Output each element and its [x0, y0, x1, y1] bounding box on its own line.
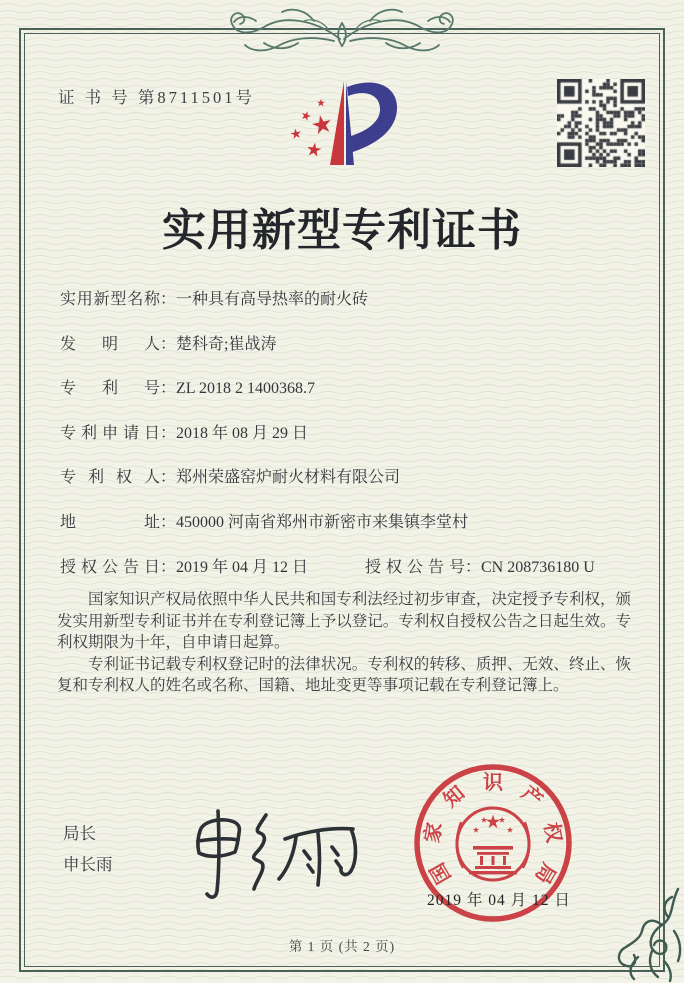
field-label: 发明人 — [60, 335, 160, 353]
field-label: 专利号 — [60, 380, 160, 398]
grant-date-label: 授权公告日 — [60, 558, 160, 576]
top-flourish-ornament — [212, 3, 472, 59]
field-row-inventors: 发明人：楚科奇;崔战涛 — [60, 335, 277, 353]
certificate-number: 证 书 号 第8711501号 — [58, 88, 256, 107]
field-label: 实用新型名称 — [60, 291, 160, 308]
field-row-patentee: 专利权人：郑州荣盛窑炉耐火材料有限公司 — [60, 469, 401, 487]
grant-number-value: CN 208736180 U — [481, 558, 595, 576]
field-label: 专利权人 — [60, 469, 160, 487]
field-row-grant: 授权公告日：2019 年 04 月 12 日 授权公告号：CN 208736180 U — [60, 558, 595, 576]
legal-text — [57, 589, 631, 697]
legal-paragraph-1: 国家知识产权局依照中华人民共和国专利法经过初步审查，决定授予专利权，颁发实用新型专利证书并在专利登记簿上予以登记。专利权自授权公告之日起生效。专利权期限为十年，自申请日起算。 — [57, 591, 631, 652]
officer-block — [63, 824, 113, 886]
svg-text:知: 知 — [439, 782, 470, 812]
field-value: 一种具有高导热率的耐火砖 — [176, 291, 369, 308]
field-value: 郑州荣盛窑炉耐火材料有限公司 — [176, 469, 401, 487]
field-label: 专利申请日 — [60, 424, 160, 442]
field-label: 地址 — [60, 513, 160, 531]
certificate-title: 实用新型专利证书 — [162, 206, 522, 255]
field-row-filing-date: 专利申请日：2018 年 08 月 29 日 — [60, 424, 309, 442]
seal-date: 2019 年 04 月 12 日 — [427, 892, 571, 909]
svg-text:国: 国 — [426, 858, 456, 888]
officer-title: 局长 — [63, 824, 96, 843]
certificate-fields — [60, 290, 635, 602]
grant-date-value: 2019 年 04 月 12 日 — [176, 558, 309, 576]
director-signature — [184, 803, 374, 908]
cnipa-logo — [283, 78, 403, 170]
field-value: 450000 河南省郑州市新密市来集镇李堂村 — [176, 513, 469, 531]
grant-number-label: 授权公告号 — [365, 558, 465, 576]
corner-flourish-ornament — [608, 887, 684, 983]
officer-name: 申长雨 — [63, 855, 113, 874]
field-row-invention-name: 实用新型名称：一种具有高导热率的耐火砖 — [60, 291, 369, 308]
page-number: 第 1 页 (共 2 页) — [288, 939, 396, 954]
qr-code — [557, 79, 645, 167]
grant-number-group: 授权公告号：CN 208736180 U — [365, 558, 595, 576]
field-row-address: 地址：450000 河南省郑州市新密市来集镇李堂村 — [60, 513, 469, 531]
svg-text:局: 局 — [530, 858, 560, 888]
svg-text:权: 权 — [539, 820, 565, 845]
legal-paragraph-2: 专利证书记载专利权登记时的法律状况。专利权的转移、质押、无效、终止、恢复和专利权人的姓名或名称、国籍、地址变更等事项记载在专利登记簿上。 — [57, 655, 631, 695]
field-value: 2018 年 08 月 29 日 — [176, 424, 309, 442]
svg-text:识: 识 — [483, 772, 503, 794]
field-value: 楚科奇;崔战涛 — [176, 335, 277, 353]
field-row-patent-number: 专利号：ZL 2018 2 1400368.7 — [60, 380, 315, 398]
svg-text:家: 家 — [421, 820, 447, 845]
field-value: ZL 2018 2 1400368.7 — [176, 380, 315, 398]
svg-text:产: 产 — [516, 782, 547, 812]
